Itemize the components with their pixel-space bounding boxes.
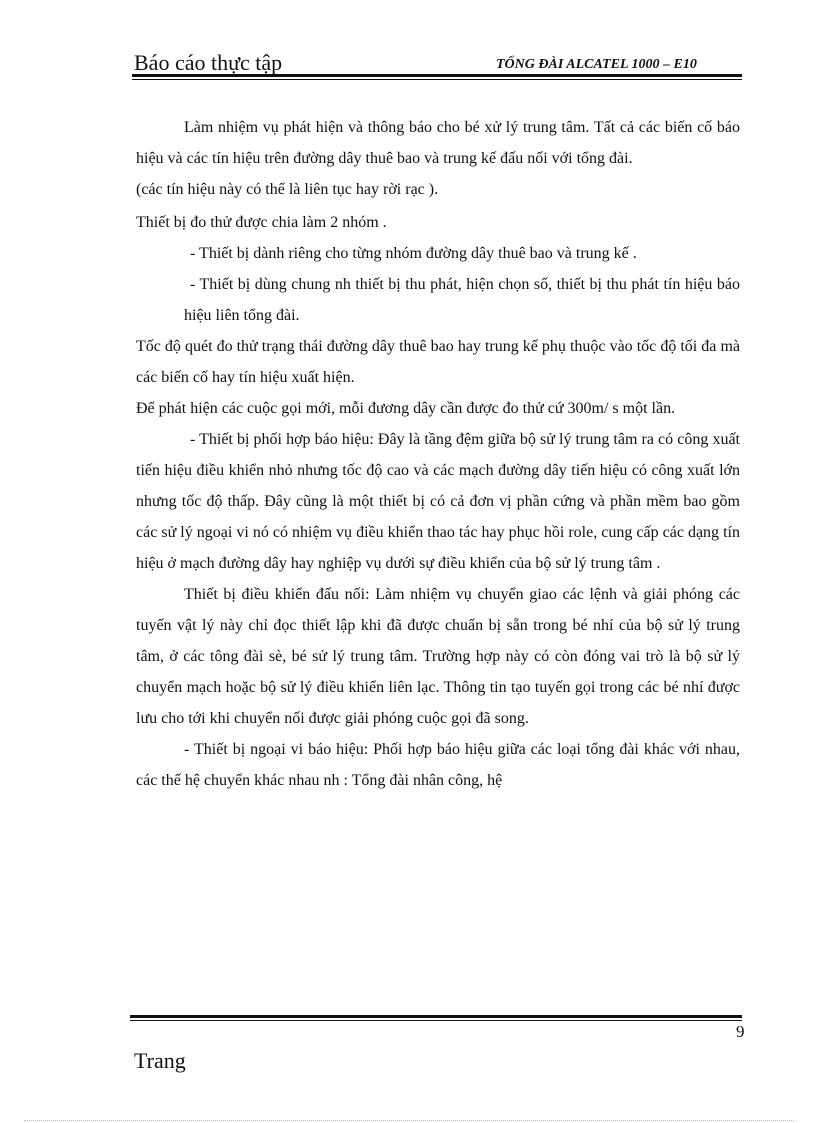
footer-label: Trang <box>134 1048 186 1073</box>
page-body <box>136 112 740 796</box>
footer-rule <box>130 1015 742 1018</box>
footer-rule-thin <box>130 1020 742 1021</box>
paragraph: - Thiết bị ngoại vi báo hiệu: Phối hợp báo hiệu giữa các loại tổng đài khác với nhau, các thế hệ chuyển khác nhau nh : Tổng đài nhân công, hệ <box>136 741 740 789</box>
header-title: Báo cáo thực tập <box>134 50 283 75</box>
paragraph: Tốc độ quét đo thử trạng thái đường dây thuê bao hay trung kế phụ thuộc vào tốc độ tối đa mà các biến cố hay tín hiệu xuất hiện. <box>136 338 740 386</box>
paragraph: Để phát hiện các cuộc gọi mới, mỗi đương dây cần được đo thử cứ 300m/ s một lần. <box>136 400 676 417</box>
paragraph: (các tín hiệu này có thể là liên tục hay rời rạc ). <box>136 181 439 198</box>
header-document-title: TỔNG ĐÀI ALCATEL 1000 – E10 <box>496 57 697 72</box>
header-rule-thin <box>132 79 742 80</box>
page-number: 9 <box>736 1022 745 1041</box>
paragraph: Thiết bị đo thử được chia làm 2 nhóm . <box>136 214 387 231</box>
page-edge-divider <box>24 1120 794 1121</box>
paragraph: Làm nhiệm vụ phát hiện và thông báo cho bé xử lý trung tâm. Tất cả các biến cố báo hiệu và các tín hiệu trên đường dây thuê bao và trung kế đấu nối với tổng đài. <box>136 119 740 167</box>
paragraph: - Thiết bị phối hợp báo hiệu: Đây là tầng đệm giữa bộ sử lý trung tâm ra có công xuất tiến hiệu điều khiển nhỏ nhưng tốc độ cao và các mạch đường dây tiến hiệu có công xuất lớn nhưng tốc độ thấp. Đây cũng là một thiết bị có cả đơn vị phần cứng và phần mềm bao gồm các sử lý ngoại vi nó có nhiệm vụ điều khiển thao tác hay phục hồi role, cung cấp các dạng tín hiệu ở mạch đường dây hay nghiệp vụ dưới sự điều khiển của bộ sử lý trung tâm . <box>136 431 740 572</box>
header-rule <box>132 74 742 77</box>
list-item: - Thiết bị dùng chung nh thiết bị thu phát, hiện chọn số, thiết bị thu phát tín hiệu báo hiệu liên tổng đài. <box>184 276 740 324</box>
paragraph: Thiết bị điều khiển đấu nối: Làm nhiệm vụ chuyển giao các lệnh và giải phóng các tuyến vật lý này chỉ đọc thiết lập khi đã được chuẩn bị sẵn trong bé nhí của bộ sử lý trung tâm, ở các tông đài sè, bé sử lý trung tâm. Trường hợp này có còn đóng vai trò là bộ sử lý chuyển mạch hoặc bộ sử lý điều khiển liên lạc. Thông tin tạo tuyến gọi trong các bé nhí được lưu cho tới khi chuyển nối được giải phóng cuộc gọi đã song. <box>136 586 740 727</box>
list-item: - Thiết bị dành riêng cho từng nhóm đường dây thuê bao và trung kế . <box>190 245 637 262</box>
